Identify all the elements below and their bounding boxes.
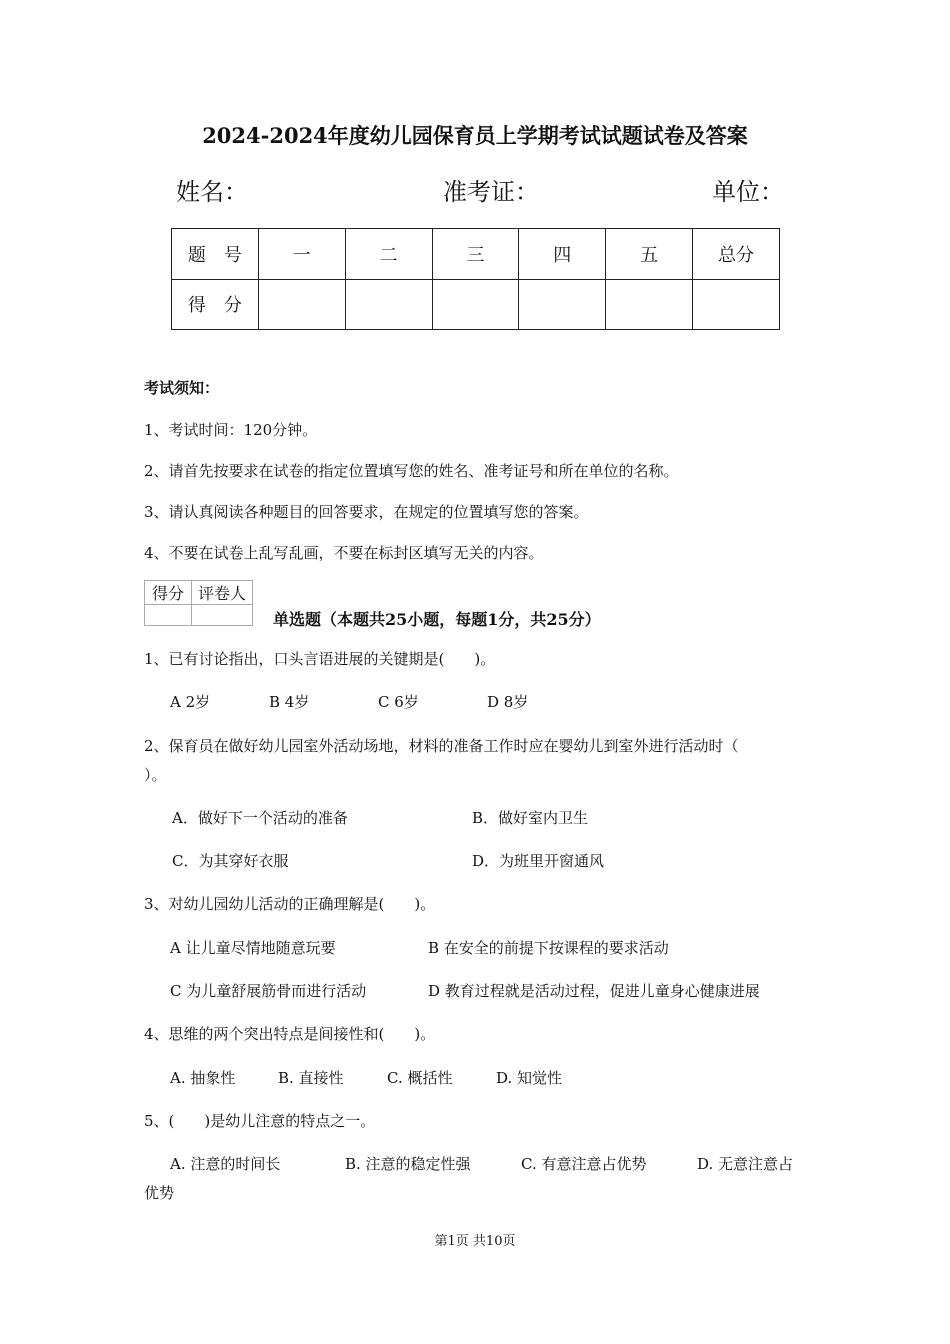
notice-item: 4、不要在试卷上乱写乱画，不要在标封区填写无关的内容。 bbox=[144, 544, 544, 562]
score-header-cell: 四 bbox=[519, 229, 606, 280]
score-cell[interactable] bbox=[345, 279, 432, 330]
score-table-score-row bbox=[172, 279, 780, 330]
score-row-label: 得 分 bbox=[172, 279, 259, 330]
grader-score-label: 得分 bbox=[145, 581, 192, 605]
question-1-option-b: B 4岁 bbox=[269, 693, 310, 711]
score-table bbox=[171, 228, 780, 330]
question-5-option-d: D. 无意注意占 bbox=[697, 1155, 794, 1173]
section-title: 单选题（本题共25小题，每题1分，共25分） bbox=[273, 610, 601, 629]
question-4-option-a: A. 抽象性 bbox=[170, 1069, 236, 1087]
question-2-stem: 2、保育员在做好幼儿园室外活动场地，材料的准备工作时应在婴幼儿到室外进行活动时（ bbox=[144, 737, 739, 755]
question-5-option-d-cont: 优势 bbox=[144, 1184, 175, 1202]
score-cell[interactable] bbox=[519, 279, 606, 330]
question-1-stem: 1、已有讨论指出，口头言语进展的关键期是( )。 bbox=[144, 650, 496, 668]
notice-item: 2、请首先按要求在试卷的指定位置填写您的姓名、准考证号和所在单位的名称。 bbox=[144, 462, 679, 480]
score-cell[interactable] bbox=[258, 279, 345, 330]
grader-name-label: 评卷人 bbox=[192, 581, 253, 605]
score-cell[interactable] bbox=[606, 279, 693, 330]
question-2-option-d: D．为班里开窗通风 bbox=[472, 852, 605, 870]
question-5-option-a: A. 注意的时间长 bbox=[170, 1155, 281, 1173]
question-4-option-d: D. 知觉性 bbox=[496, 1069, 563, 1087]
document-title: 2024-2024年度幼儿园保育员上学期考试试题试卷及答案 bbox=[202, 123, 748, 148]
question-4-stem: 4、思维的两个突出特点是间接性和( )。 bbox=[144, 1025, 436, 1043]
exam-id-field-label: 准考证： bbox=[443, 178, 539, 206]
score-cell[interactable] bbox=[432, 279, 519, 330]
question-1-option-a: A 2岁 bbox=[170, 693, 211, 711]
question-2-option-b: B．做好室内卫生 bbox=[472, 809, 589, 827]
question-2-option-a: A．做好下一个活动的准备 bbox=[172, 809, 348, 827]
question-3-option-c: C 为儿童舒展筋骨而进行活动 bbox=[170, 982, 367, 1000]
question-1-option-d: D 8岁 bbox=[487, 693, 529, 711]
question-3-stem: 3、对幼儿园幼儿活动的正确理解是( )。 bbox=[144, 895, 436, 913]
question-4-option-c: C. 概括性 bbox=[387, 1069, 453, 1087]
grader-score-cell[interactable] bbox=[145, 605, 192, 626]
question-5-stem: 5、( )是幼儿注意的特点之一。 bbox=[144, 1112, 376, 1130]
question-5-option-c: C. 有意注意占优势 bbox=[521, 1155, 647, 1173]
grader-name-cell[interactable] bbox=[192, 605, 253, 626]
question-3-option-d: D 教育过程就是活动过程，促进儿童身心健康进展 bbox=[428, 982, 760, 1000]
question-1-option-c: C 6岁 bbox=[378, 693, 419, 711]
score-cell[interactable] bbox=[693, 279, 780, 330]
question-4-option-b: B. 直接性 bbox=[278, 1069, 344, 1087]
score-header-cell: 总分 bbox=[693, 229, 780, 280]
score-header-cell: 一 bbox=[258, 229, 345, 280]
grader-box bbox=[144, 580, 253, 626]
score-header-cell: 三 bbox=[432, 229, 519, 280]
score-header-cell: 五 bbox=[606, 229, 693, 280]
unit-field-label: 单位： bbox=[712, 178, 784, 206]
notice-heading: 考试须知： bbox=[144, 379, 220, 397]
question-2-option-c: C．为其穿好衣服 bbox=[172, 852, 289, 870]
question-2-stem-cont: ）。 bbox=[144, 766, 167, 784]
score-header-cell: 题 号 bbox=[172, 229, 259, 280]
question-3-option-a: A 让儿童尽情地随意玩要 bbox=[170, 939, 336, 957]
notice-item: 1、考试时间：120分钟。 bbox=[144, 421, 318, 439]
question-5-option-b: B. 注意的稳定性强 bbox=[345, 1155, 471, 1173]
notice-item: 3、请认真阅读各种题目的回答要求，在规定的位置填写您的答案。 bbox=[144, 503, 589, 521]
score-table-header-row bbox=[172, 229, 780, 280]
name-field-label: 姓名： bbox=[176, 178, 248, 206]
page-footer: 第1页 共10页 bbox=[434, 1234, 516, 1249]
question-3-option-b: B 在安全的前提下按课程的要求活动 bbox=[428, 939, 669, 957]
score-header-cell: 二 bbox=[345, 229, 432, 280]
